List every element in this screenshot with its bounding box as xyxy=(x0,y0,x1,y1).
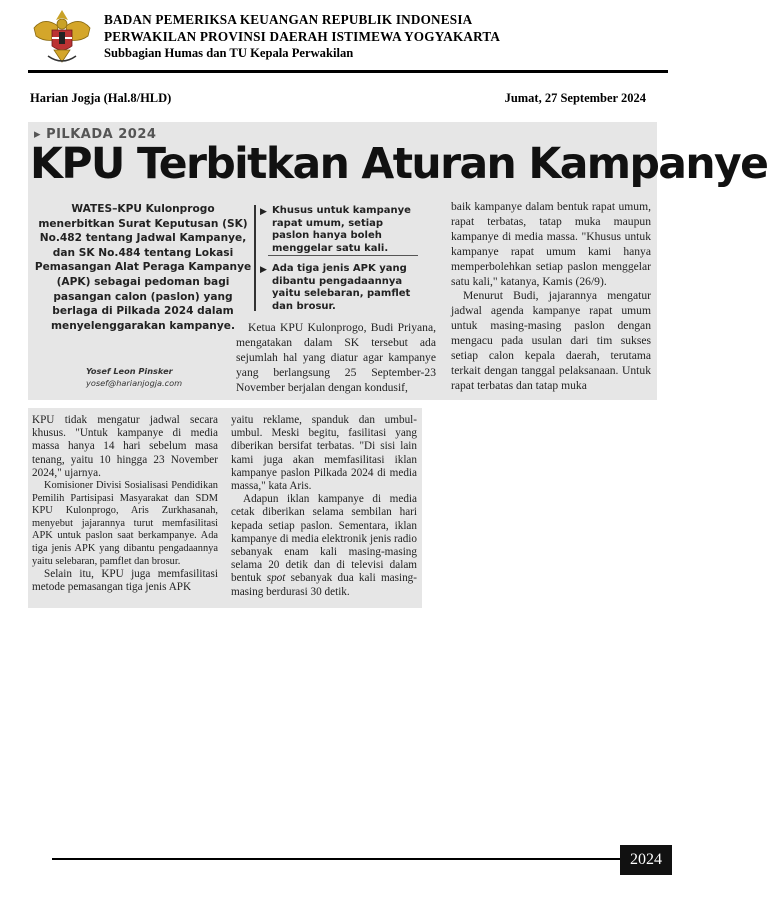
highlight-text: Ada tiga jenis APK yang dibantu pengadaannya yaitu selebaran, pamflet dan brosur. xyxy=(272,263,411,312)
year-badge: 2024 xyxy=(620,845,672,875)
header-rule xyxy=(28,70,668,73)
body-paragraph: baik kampanye dalam bentuk rapat umum, rapat terbatas, tatap muka maupun kampanye di media massa. "Khusus untuk kampanye rapat umum kami hanya memperbolehkan setiap paslon menggelar satu kali," katanya, Kamis (26/9). xyxy=(451,200,651,288)
org-unit: Subbagian Humas dan TU Kepala Perwakilan xyxy=(104,46,354,60)
org-name: BADAN PEMERIKSA KEUANGAN REPUBLIK INDONESIA xyxy=(104,12,473,27)
byline-email: yosef@harianjogja.com xyxy=(86,378,183,388)
headline: KPU Terbitkan Aturan Kampanye xyxy=(30,140,767,189)
body-column-right xyxy=(451,200,651,394)
highlight-divider xyxy=(268,255,418,256)
body-paragraph: Menurut Budi, jajarannya mengatur jadwal agenda kampanye rapat umum untuk masing-masing paslon dengan mengacu pada usulan dari tim sukses setiap calon kepala daerah, terutama terkait dengan tanggal pelaksanaan. Untuk rapat terbatas dan tatap muka xyxy=(451,289,651,392)
continuation-column-right xyxy=(231,414,417,599)
body-text-italic: spot xyxy=(266,572,286,585)
bullet-icon: ▶ xyxy=(260,265,267,275)
body-paragraph: Ketua KPU Kulonprogo, Budi Priyana, mengatakan dalam SK tersebut ada sejumlah hal yang diatur agar kampanye yang berlangsung 25 September-23 November berjalan dengan kondusif, xyxy=(236,321,436,394)
lead-paragraph: WATES–KPU Kulonprogo menerbitkan Surat Keputusan (SK) No.482 tentang Jadwal Kampanye, dan SK No.484 tentang Lokasi Pemasangan Alat Peraga Kampanye (APK) sebagai pedoman bagi pasangan calon (paslon) yang berlaga di Pilkada 2024 dalam menyelenggarakan kampanye. xyxy=(34,203,252,332)
body-column-middle xyxy=(236,321,436,396)
body-paragraph xyxy=(231,493,417,599)
highlight-item xyxy=(260,263,422,313)
bullet-icon: ▶ xyxy=(260,207,267,217)
body-paragraph: yaitu reklame, spanduk dan umbul-umbul. Meski begitu, fasilitasi yang diberikan bersifat terbatas. "Di sisi lain kami juga akan memfasilitasi iklan kampanye paslon Pilkada 2024 di media massa," kata Aris. xyxy=(231,414,417,493)
highlights-box xyxy=(254,205,422,311)
date-label: Jumat, 27 September 2024 xyxy=(504,91,646,105)
news-clipping-main xyxy=(28,122,767,400)
body-text: Adapun iklan kampanye di media cetak diberikan selama sembilan hari kepada setiap paslon. Sementara, iklan kampanye di media elektronik jenis radio sebanyak enam kali masing-masing selama 20 detik dan di televisi dalam bentuk xyxy=(231,493,417,585)
footer-rule xyxy=(52,858,628,860)
body-text: sebanyak dua kali masing-masing berdurasi 30 detik. xyxy=(231,572,417,598)
continuation-column-left xyxy=(32,414,218,595)
highlight-text: Khusus untuk kampanye rapat umum, setiap paslon hanya boleh menggelar satu kali. xyxy=(272,205,411,254)
news-clipping-continuation xyxy=(28,408,422,608)
byline-name: Yosef Leon Pinsker xyxy=(86,366,173,376)
body-paragraph: Komisioner Divisi Sosialisasi Pendidikan Pemilih Partisipasi Masyarakat dan SDM KPU Kulonprogo, Aris Zurkhasanah, menyebut jajarannya turut memfasilitasi APK untuk paslon saat berkampanye. Ada tiga jenis APK yang dibantu pengadaannya yaitu selebaran, pamflet dan brosur. xyxy=(32,480,218,567)
source-label: Harian Jogja (Hal.8/HLD) xyxy=(30,91,172,105)
body-paragraph: Selain itu, KPU juga memfasilitasi metode pemasangan tiga jenis APK xyxy=(32,568,218,594)
kicker: ▸ PILKADA 2024 xyxy=(34,127,157,142)
body-paragraph: KPU tidak mengatur jadwal secara khusus. "Untuk kampanye di media massa hanya 14 hari sebelum masa tenang, yaitu 10 hingga 23 November 2024," ujarnya. xyxy=(32,414,218,479)
org-office: PERWAKILAN PROVINSI DAERAH ISTIMEWA YOGYAKARTA xyxy=(104,29,501,44)
highlight-item xyxy=(260,205,422,255)
kicker-text: PILKADA 2024 xyxy=(46,127,157,142)
garuda-emblem-icon xyxy=(30,6,94,68)
